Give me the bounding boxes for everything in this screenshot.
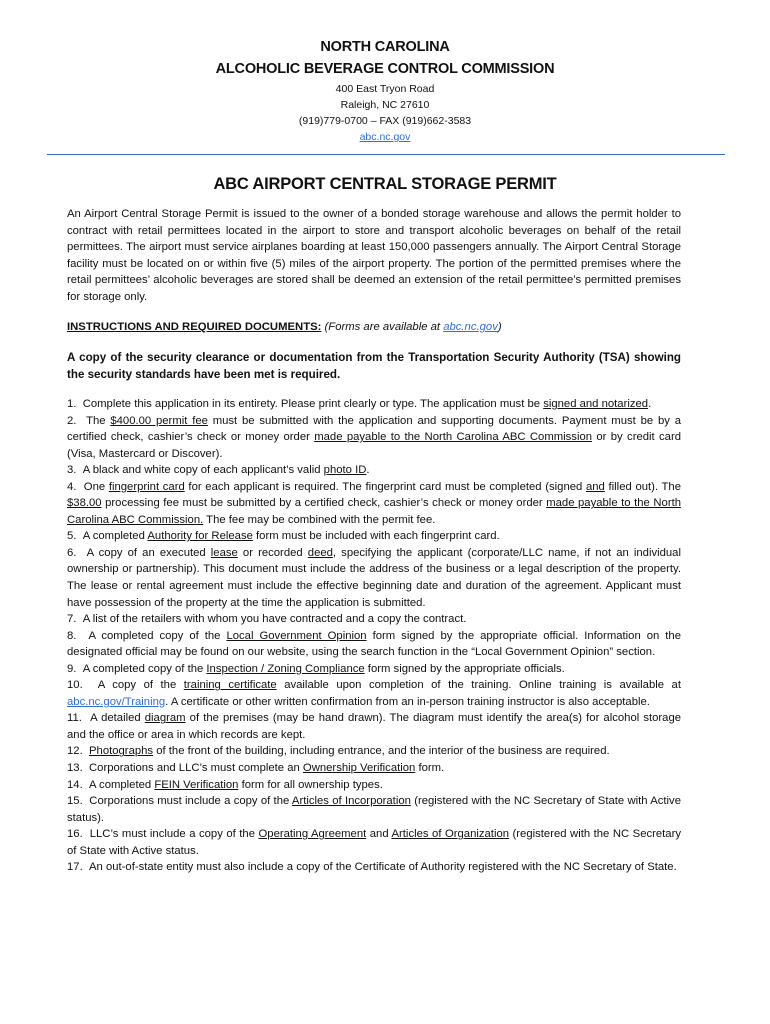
list-item: [67, 661, 681, 678]
page-title: ABC AIRPORT CENTRAL STORAGE PERMIT: [213, 175, 557, 193]
forms-link[interactable]: abc.nc.gov: [443, 321, 498, 333]
underlined-term: lease: [210, 546, 238, 559]
list-item-text: .: [366, 464, 370, 477]
instructions-heading-line: [67, 319, 681, 336]
list-item-text: form signed by the appropriate officials.: [364, 662, 565, 675]
list-item-number: 1.: [67, 398, 77, 410]
list-item: [67, 628, 681, 661]
list-item-number: 7.: [67, 613, 77, 626]
list-item: [67, 677, 681, 710]
underlined-term: Photographs: [89, 745, 154, 758]
underlined-term: Inspection / Zoning Compliance: [206, 662, 365, 675]
list-item: [67, 760, 681, 777]
list-item-text: A completed: [89, 778, 155, 791]
header-divider: [47, 154, 725, 155]
list-item: [67, 826, 681, 859]
list-item-text: A detailed: [90, 712, 145, 725]
underlined-term: Articles of Incorporation: [291, 795, 411, 808]
list-item-number: 3.: [67, 464, 77, 477]
underlined-term: deed: [307, 546, 333, 559]
list-item-text: Corporations and LLC’s must complete an: [89, 762, 303, 775]
list-item: [67, 777, 681, 794]
tsa-notice: A copy of the security clearance or documentation from the Transportation Security Authority (TSA) showing the security standards have been met is required.: [67, 351, 681, 381]
phone-fax-line: (919)779-0700 – FAX (919)662-3583: [298, 115, 472, 127]
list-item-text: form.: [415, 762, 445, 775]
list-item-text: form for all ownership types.: [238, 778, 383, 791]
forms-note-prefix: (Forms are available at: [324, 321, 444, 333]
list-item-text: The fee may be combined with the permit fee.: [203, 513, 436, 526]
list-item-text: An out-of-state entity must also include a copy of the Certificate of Authority registered with the NC Secretary of State.: [89, 861, 677, 874]
list-item-text: and: [366, 828, 392, 841]
list-item-text: processing fee must be submitted by a certified check, cashier’s check or money order: [101, 497, 547, 510]
list-item-text: Complete this application in its entirety. Please print clearly or type. The application must be: [82, 398, 544, 410]
list-item: [67, 859, 681, 876]
list-item-number: 8.: [67, 629, 77, 642]
list-item: [67, 743, 681, 760]
underlined-term: photo ID: [323, 464, 367, 477]
list-item: [67, 396, 681, 413]
list-item-text: The: [86, 414, 111, 427]
list-item-text: of the front of the building, including entrance, and the interior of the business are required.: [153, 745, 610, 758]
list-item-text: One: [83, 480, 109, 493]
list-item-text: or recorded: [237, 546, 308, 559]
underlined-term: Articles of Organization: [391, 828, 510, 841]
list-item-text: .: [648, 398, 652, 410]
list-item: [67, 793, 681, 826]
list-item-text: , specifying the applicant (corporate/LLC name, if not an individual ownership or partnership). This document must include the address of the business or a legal description of the property. The lease or rental agreement must include the effective beginning date and duration of the agreement. Applicant must have possession of the property at the time the application is submitted.: [67, 546, 681, 609]
underlined-term: Authority for Release: [147, 530, 253, 543]
list-item-number: 6.: [67, 546, 77, 559]
list-item-text: form must be included with each fingerprint card.: [252, 530, 500, 543]
underlined-term: Operating Agreement: [258, 828, 367, 841]
training-link[interactable]: abc.nc.gov/Training: [67, 695, 166, 708]
list-item-text: or by credit card (Visa, Mastercard or Discover).: [67, 431, 681, 460]
list-item-text: . A certificate or other written confirmation from an in-person training instructor is also acceptable.: [165, 695, 650, 708]
list-item-text: form signed by the appropriate official. Information on the designated official may be found on our website, using the search function in the “Local Government Opinion” section.: [67, 629, 681, 659]
underlined-term: diagram: [144, 712, 186, 725]
address-line-1: 400 East Tryon Road: [335, 83, 435, 95]
list-item-text: Corporations must include a copy of the: [89, 795, 292, 808]
list-item-number: 2.: [67, 414, 77, 427]
list-item-number: 4.: [67, 480, 77, 493]
underlined-term: $400.00 permit fee: [110, 414, 208, 427]
list-item-number: 13.: [67, 762, 83, 775]
forms-note: [325, 321, 502, 333]
list-item-number: 14.: [67, 778, 83, 791]
underlined-term: and: [585, 480, 605, 493]
list-item-number: 11.: [67, 712, 82, 725]
requirements-list: [67, 396, 681, 876]
list-item-text: A completed copy of the: [82, 662, 207, 675]
list-item: [67, 710, 681, 743]
list-item: [67, 528, 681, 545]
list-item: [67, 611, 681, 628]
list-item-number: 12.: [67, 745, 83, 758]
list-item-text: (registered with the NC Secretary of State with Active status).: [67, 795, 681, 824]
underlined-term: Ownership Verification: [302, 762, 416, 775]
list-item-text: A black and white copy of each applicant’s valid: [82, 464, 324, 477]
underlined-term: training certificate: [183, 679, 277, 692]
list-item-text: (registered with the NC Secretary of State with Active status.: [67, 828, 681, 857]
address-line-2: Raleigh, NC 27610: [340, 99, 430, 111]
underlined-term: $38.00: [67, 497, 102, 510]
list-item-number: 10.: [67, 679, 83, 692]
list-item: [67, 462, 681, 479]
list-item-text: LLC’s must include a copy of the: [89, 828, 259, 841]
underlined-term: Local Government Opinion: [226, 629, 367, 642]
list-item-number: 15.: [67, 795, 83, 808]
list-item: [67, 413, 681, 463]
list-item-text: A list of the retailers with whom you have contracted and a copy the contract.: [82, 613, 467, 626]
underlined-term: fingerprint card: [108, 480, 185, 493]
underlined-term: signed and notarized: [543, 398, 649, 410]
org-line-2: ALCOHOLIC BEVERAGE CONTROL COMMISSION: [215, 61, 555, 77]
list-item: [67, 545, 681, 611]
list-item-number: 9.: [67, 662, 77, 675]
list-item-number: 16.: [67, 828, 83, 841]
list-item-text: A completed copy of the: [88, 629, 227, 642]
list-item-text: available upon completion of the training. Online training is available at: [276, 679, 681, 692]
website-link[interactable]: abc.nc.gov: [359, 131, 411, 143]
list-item-text: filled out). The: [604, 480, 681, 493]
list-item-text: A completed: [82, 530, 148, 543]
list-item-text: of the premises (may be hand drawn). The diagram must identify the area(s) for alcohol storage and the office or area in which records are kept.: [67, 712, 682, 741]
instructions-heading: INSTRUCTIONS AND REQUIRED DOCUMENTS:: [67, 321, 322, 333]
list-item-text: A copy of the: [97, 679, 184, 692]
list-item-number: 17.: [67, 861, 83, 874]
org-line-1: NORTH CAROLINA: [320, 39, 450, 55]
list-item-text: A copy of an executed: [86, 546, 211, 559]
list-item: [67, 479, 681, 529]
underlined-term: made payable to the North Carolina ABC Commission: [314, 431, 593, 444]
list-item-text: for each applicant is required. The fingerprint card must be completed (signed: [184, 480, 586, 493]
forms-note-suffix: ): [497, 321, 502, 333]
underlined-term: FEIN Verification: [154, 778, 239, 791]
intro-paragraph: An Airport Central Storage Permit is issued to the owner of a bonded storage warehouse and allows the permit holder to contract with retail permittees located in the airport to store and transport alcoholic beverages on behalf of the retail permittees. The airport must service airplanes boarding at least 150,000 passengers annually. The Airport Central Storage facility must be located on or within five (5) miles of the airport property. The portion of the permitted premises where the retail permittees’ alcoholic beverages are stored shall be deemed an extension of the retail permittee’s permitted premises for storage only.: [67, 208, 681, 303]
underlined-term: made payable to the North Carolina ABC Commission.: [67, 497, 681, 526]
list-item-number: 5.: [67, 530, 77, 543]
list-item-text: must be submitted with the application and supporting documents. Payment must be by a certified check, cashier’s check or money order: [67, 414, 681, 444]
